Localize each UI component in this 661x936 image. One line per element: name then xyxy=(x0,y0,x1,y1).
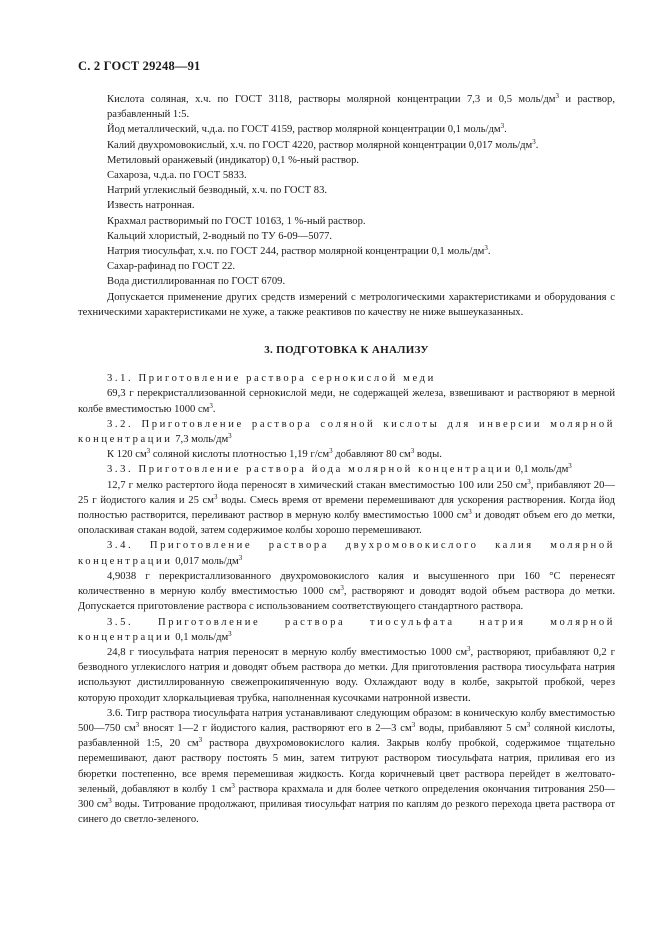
s34-text: 4,9038 г перекристаллизованного двухромовокислого калия и высушенного при 160 °С перенесят количественно в мерную колбу вместимостью 1000 $см^3$, растворяют и доводят водой объем раствора до метки. Допускается приготовление раствора с использованием соответствующего стандартного раствора. xyxy=(78,570,615,613)
s31-heading-text: 3.1. Приготовление раствора сернокислой меди xyxy=(107,373,436,385)
reagent-item: Вода дистиллированная по ГОСТ 6709. xyxy=(107,276,286,288)
reagent-item: Кислота соляная, х.ч. по ГОСТ 3118, растворы молярной концентрации 7,3 и 0,5 моль/$дм^3$ и раствор, разбавленный 1:5. xyxy=(107,92,615,121)
s34-heading-text: 3.4. Приготовление раствора двухромовокислого калия молярной концентрации xyxy=(78,540,615,567)
s32-heading xyxy=(78,417,615,447)
s35-value: 0,1 моль/$дм^3$ xyxy=(175,629,232,643)
s33-heading xyxy=(78,462,615,477)
reagent-item: Кальций хлористый, 2-водный по ТУ 6-09—5077. xyxy=(107,230,333,242)
section-title: 3. ПОДГОТОВКА К АНАЛИЗУ xyxy=(264,344,429,357)
s33-text: 12,7 г мелко растертого йода переносят в химический стакан вместимостью 100 или 250 $см^3$, прибавляют 20—25 г йодистого калия и 25 $см^3$ воды. Смесь время от времени перемешивают для ускорения растворения. Когда йод полностью растворится, переливают раствор в мерную колбу вместимостью 1000 $см^3$ и доводят объем его до метки, ополаскивая стакан водой, затем содержимое колбы хорошо перемешивают. xyxy=(78,477,615,537)
reagent-item: Натрий углекислый безводный, х.ч. по ГОСТ 83. xyxy=(107,185,328,197)
s35-heading xyxy=(78,615,615,645)
s34-heading xyxy=(78,538,615,568)
s32-text: К 120 $см^3$ соляной кислоты плотностью 1,19 $г/см^3$ добавляют 80 $см^3$ воды. xyxy=(107,447,442,461)
s32-heading-text: 3.2. Приготовление раствора соляной кислоты для инверсии молярной концентрации xyxy=(78,418,615,446)
s34-value: 0,017 моль/$дм^3$ xyxy=(175,553,243,567)
s35-heading-text: 3.5. Приготовление раствора тиосульфата натрия молярной концентрации xyxy=(78,616,615,643)
reagent-item: Натрия тиосульфат, х.ч. по ГОСТ 244, раствор молярной концентрации 0,1 моль/$дм^3$. xyxy=(107,244,491,258)
reagent-list xyxy=(78,92,615,290)
s31-text: 69,3 г перекристаллизованной сернокислой меди, не содержащей железа, взвешивают и растворяют в мерной колбе вместимостью 1000 $см^3$. xyxy=(78,388,615,415)
reagent-item: Известь натронная. xyxy=(107,200,195,212)
page-header: С. 2 ГОСТ 29248—91 xyxy=(78,59,201,73)
reagent-item: Метиловый оранжевый (индикатор) 0,1 %-ный раствор. xyxy=(107,154,360,166)
reagent-item: Сахароза, ч.д.а. по ГОСТ 5833. xyxy=(107,170,247,182)
allowance-paragraph: Допускается применение других средств измерений с метрологическими характеристиками и оборудования с техническими характеристиками не хуже, а также реактивов по качеству не ниже вышеуказанных. xyxy=(78,291,615,318)
reagent-item: Йод металлический, ч.д.а. по ГОСТ 4159, раствор молярной концентрации 0,1 моль/$дм^3$. xyxy=(107,122,507,136)
s31-heading xyxy=(78,371,615,386)
s33-value: 0,1 моль/$дм^3$ xyxy=(515,462,572,476)
s35-text: 24,8 г тиосульфата натрия переносят в мерную колбу вместимостью 1000 $см^3$, растворяют, прибавляют 0,2 г безводного углекислого натрия и доводят объем раствора до метки. Для приготовления раствора тиосульфата натрия используют дистиллированную свежепрокипяченную воду. Охлаждают воду в колбе, закрытой пробкой, через которую проходит хлоркальциевая трубка, наполненная кусочками натронной извести. xyxy=(78,644,615,704)
reagent-item: Крахмал растворимый по ГОСТ 10163, 1 %-ный раствор. xyxy=(107,215,366,227)
s32-value: 7,3 моль/$дм^3$ xyxy=(175,432,232,446)
reagent-item: Калий двухромовокислый, х.ч. по ГОСТ 4220, раствор молярной концентрации 0,017 моль/$дм^3$. xyxy=(107,137,539,151)
document-body xyxy=(78,92,615,827)
s36-text: 3.6. Тигр раствора тиосульфата натрия устанавливают следующим образом: в коническую колбу вместимостью 500—750 $см^3$ вносят 1—2 г йодистого калия, растворяют его в 2—3 $см^3$ воды, прибавляют 5 $см^3$ соляной кислоты, разбавленной 1:5, 20 $см^3$ раствора двухромовокислого калия. Закрыв колбу пробкой, содержимое тщательно перемешивают, дают раствору постоять 5 мин, затем титруют раствором тиосульфата натрия, приливая его из бюретки постепенно, все время перемешивая жидкость. Когда коричневый цвет раствора перейдет в желтовато-зеленый, добавляют в колбу 1 $см^3$ раствора крахмала и для более четкого определения окончания титрования 250—300 $см^3$ воды. Титрование продолжают, приливая тиосульфат натрия по каплям до резкого перехода цвета раствора от синего до светло-зеленого. xyxy=(78,707,615,826)
reagent-item: Сахар-рафинад по ГОСТ 22. xyxy=(107,261,236,273)
s33-heading-text: 3.3. Приготовление раствора йода молярной концентрации xyxy=(107,464,513,476)
